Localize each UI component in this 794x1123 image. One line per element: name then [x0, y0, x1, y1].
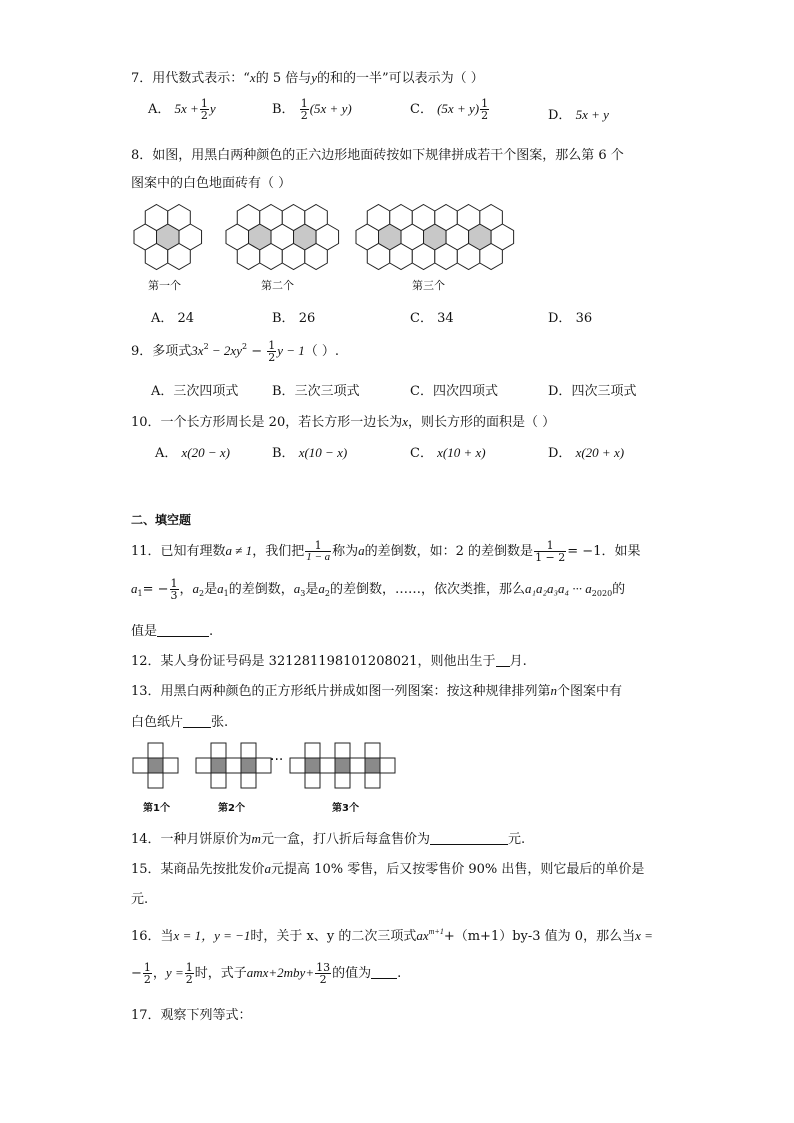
- q13-line2: 白色纸片 张.: [131, 715, 229, 730]
- q8-caption-3: 第三个: [412, 279, 445, 292]
- white-square-tile: [380, 758, 395, 773]
- q10-option-a[interactable]: A． x(20 − x): [155, 445, 231, 461]
- q13-answer-blank[interactable]: [183, 715, 211, 728]
- white-square-tile: [211, 773, 226, 788]
- q15-line1: 15．某商品先按批发价a元提高 10% 零售，后又按零售价 90% 出售，则它最后的单价是: [131, 861, 645, 877]
- black-square-tile: [211, 758, 226, 773]
- black-square-tile: [305, 758, 320, 773]
- q8-option-b[interactable]: B． 26: [272, 311, 316, 326]
- white-square-tile: [148, 743, 163, 758]
- q8-option-c[interactable]: C． 34: [410, 311, 454, 326]
- q10-option-d[interactable]: D． x(20 + x): [548, 445, 625, 461]
- white-square-tile: [320, 758, 335, 773]
- q7-option-b[interactable]: B． $\frac{1}{2}$ (5x + y): [272, 97, 352, 122]
- white-square-tile: [305, 773, 320, 788]
- q16-line2: − $\frac{1}{2}$ ，y = $\frac{1}{2}$ 时，式子amx+2mby+ $\frac{13}{2}$ 的值为 .: [131, 961, 402, 986]
- black-square-tile: [148, 758, 163, 773]
- white-square-tile: [365, 773, 380, 788]
- q16-line1: 16．当x = 1，y = −1时，关于 x、y 的二次三项式$ax^{m+1}+(m+1)by-3$ 值为 0，那么当x =: [131, 927, 653, 944]
- white-square-tile: [305, 743, 320, 758]
- q7-option-a[interactable]: A． 5x + $\frac{1}{2}$ y: [148, 97, 216, 122]
- q8-option-d[interactable]: D． 36: [548, 311, 593, 326]
- q7-option-d[interactable]: D． 5x + y: [548, 107, 609, 123]
- white-square-tile: [148, 773, 163, 788]
- q7-stem: 7．用代数式表示：“x的 5 倍与y的和的一半”可以表示为（ ）: [131, 70, 484, 86]
- q7-option-c[interactable]: C． (5x + y) $\frac{1}{2}$: [410, 97, 489, 122]
- q8-stem-line1: 8．如图，用黑白两种颜色的正六边形地面砖按如下规律拼成若干个图案，那么第 6 个: [131, 148, 624, 163]
- q10-stem: 10．一个长方形周长是 20，若长方形一边长为x，则长方形的面积是（ ）: [131, 414, 556, 430]
- white-square-tile: [256, 758, 271, 773]
- q17: 17．观察下列等式：: [131, 1008, 252, 1023]
- white-square-tile: [350, 758, 365, 773]
- q11-line2: $a_1=$ − $\frac{1}{3}$ ，$a_2$是$a_1$的差倒数，$a_3$是$a_2$的差倒数，……，依次类推，那么a₁a₂a₃a₄ ··· $a_{2020}$的: [131, 577, 626, 602]
- q11-line3: 值是 .: [131, 624, 214, 639]
- black-square-tile: [241, 758, 256, 773]
- q8-caption-2: 第二个: [261, 279, 294, 292]
- q14: 14．一种月饼原价为m元一盒，打八折后每盒售价为 元.: [131, 831, 526, 847]
- q9-option-b[interactable]: B．三次三项式: [272, 384, 360, 399]
- white-square-tile: [290, 758, 305, 773]
- black-square-tile: [365, 758, 380, 773]
- q9-option-d[interactable]: D．四次三项式: [548, 384, 637, 399]
- q12-answer-blank[interactable]: [496, 654, 510, 667]
- q13-caption-1: 第1个: [143, 803, 170, 814]
- section-fill-in: 二、填空题: [131, 513, 192, 527]
- square-figures: [130, 740, 430, 796]
- q11-answer-blank[interactable]: [157, 624, 209, 637]
- q13-caption-2: 第2个: [218, 803, 245, 814]
- q8-caption-1: 第一个: [148, 279, 181, 292]
- white-square-tile: [196, 758, 211, 773]
- q13-dots: ···: [270, 752, 284, 768]
- q15-line2: 元.: [131, 892, 149, 907]
- q10-option-b[interactable]: B． x(10 − x): [272, 445, 348, 461]
- white-square-tile: [211, 743, 226, 758]
- q9-stem: 9．多项式$3x^2 - 2xy^2$ − $\frac{1}{2}$ y − 1（ ）.: [131, 339, 340, 364]
- q13-line1: 13．用黑白两种颜色的正方形纸片拼成如图一列图案：按这种规律排列第n个图案中有: [131, 683, 623, 699]
- q10-option-c[interactable]: C． x(10 + x): [410, 445, 486, 461]
- white-square-tile: [335, 773, 350, 788]
- q11-line1: 11．已知有理数a ≠ 1，我们把 $\frac{1}{1 - a}$ 称为a的差倒数，如：2 的差倒数是 $\frac{1}{1 - 2}$ = −1．如果: [131, 539, 641, 564]
- black-square-tile: [335, 758, 350, 773]
- white-square-tile: [365, 743, 380, 758]
- q9-option-a[interactable]: A．三次四项式: [151, 384, 239, 399]
- white-square-tile: [133, 758, 148, 773]
- q12: 12．某人身份证号码是 321281198101208021，则他出生于 月.: [131, 654, 527, 669]
- white-square-tile: [241, 743, 256, 758]
- white-square-tile: [241, 773, 256, 788]
- q8-option-a[interactable]: A． 24: [151, 311, 195, 326]
- hexagon-figures: [128, 198, 528, 276]
- white-square-tile: [163, 758, 178, 773]
- q13-caption-3: 第3个: [332, 803, 359, 814]
- white-square-tile: [335, 743, 350, 758]
- q16-answer-blank[interactable]: [371, 966, 397, 979]
- white-square-tile: [226, 758, 241, 773]
- q8-stem-line2: 图案中的白色地面砖有（ ）: [131, 176, 292, 191]
- q14-answer-blank[interactable]: [430, 832, 508, 845]
- q9-option-c[interactable]: C．四次四项式: [410, 384, 498, 399]
